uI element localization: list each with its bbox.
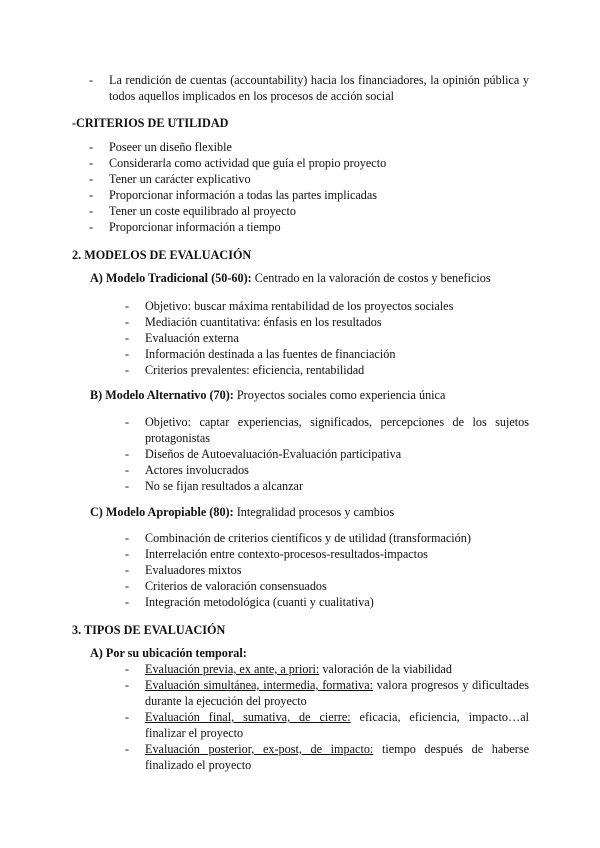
subheading-desc: Centrado en la valoración de costos y beneficios: [251, 271, 491, 285]
list-item: - Mediación cuantitativa: énfasis en los resultados: [145, 314, 529, 330]
term-underlined: Evaluación simultánea, intermedia, formativa:: [145, 678, 373, 692]
tipos-a-list: [145, 661, 529, 773]
term-underlined: Evaluación previa, ex ante, a priori:: [145, 662, 320, 676]
list-item: - Información destinada a las fuentes de financiación: [145, 346, 529, 362]
subheading-modelo-a: [90, 270, 491, 286]
subheading-label: C) Modelo Apropiable (80):: [90, 505, 234, 519]
list-item: - Considerarla como actividad que guía el propio proyecto: [109, 155, 529, 171]
section-heading-criterios: -CRITERIOS DE UTILIDAD: [72, 116, 229, 130]
modelo-c-list: [145, 530, 529, 610]
list-item: - Evaluadores mixtos: [145, 562, 529, 578]
subheading-label: A) Modelo Tradicional (50-60):: [90, 271, 252, 285]
subheading-tipos-a: [90, 645, 247, 661]
list-item: - Poseer un diseño flexible: [109, 139, 529, 155]
list-item: - Integración metodológica (cuanti y cualitativa): [145, 594, 529, 610]
subheading-label: B) Modelo Alternativo (70):: [90, 388, 234, 402]
list-item: - Objetivo: captar experiencias, significados, percepciones de los sujetos protagonistas: [145, 414, 529, 446]
list-item: - Tener un carácter explicativo: [109, 171, 529, 187]
term-desc: valoración de la viabilidad: [319, 662, 452, 676]
list-item: - Proporcionar información a tiempo: [109, 219, 529, 235]
list-item: - Diseños de Autoevaluación-Evaluación participativa: [145, 446, 529, 462]
list-item: - Criterios de valoración consensuados: [145, 578, 529, 594]
list-item: [145, 741, 529, 773]
criterios-list: [109, 139, 529, 235]
list-item: [145, 709, 529, 741]
list-item: - Combinación de criterios científicos y de utilidad (transformación): [145, 530, 529, 546]
list-item: - Actores involucrados: [145, 462, 529, 478]
list-item: - Interrelación entre contexto-procesos-resultados-impactos: [145, 546, 529, 562]
subheading-label: A) Por su ubicación temporal:: [90, 646, 247, 660]
list-item: - Evaluación externa: [145, 330, 529, 346]
list-item: - Criterios prevalentes: eficiencia, rentabilidad: [145, 362, 529, 378]
section-heading-tipos: 3. TIPOS DE EVALUACIÓN: [72, 623, 226, 637]
term-desc: eficacia, eficiencia, impacto…al finalizar el proyecto: [145, 710, 530, 740]
intro-list: [109, 72, 529, 104]
list-item: - Proporcionar información a todas las partes implicadas: [109, 187, 529, 203]
term-underlined: Evaluación final, sumativa, de cierre:: [145, 710, 351, 724]
term-underlined: Evaluación posterior, ex-post, de impacto:: [145, 742, 374, 756]
list-item: [145, 677, 529, 709]
subheading-modelo-c: [90, 504, 394, 520]
subheading-desc: Integralidad procesos y cambios: [233, 505, 395, 519]
term-desc: valora progresos y dificultades durante la ejecución del proyecto: [145, 678, 529, 708]
list-item: [145, 661, 529, 677]
list-item: - La rendición de cuentas (accountability) hacia los financiadores, la opinión pública y todos aquellos implicados en los procesos de acción social: [109, 72, 529, 104]
list-item: - Objetivo: buscar máxima rentabilidad de los proyectos sociales: [145, 298, 529, 314]
section-heading-modelos: 2. MODELOS DE EVALUACIÓN: [72, 248, 252, 262]
term-desc: tiempo después de haberse finalizado el proyecto: [145, 742, 529, 772]
list-item: - No se fijan resultados a alcanzar: [145, 478, 529, 494]
subheading-desc: Proyectos sociales como experiencia única: [233, 388, 446, 402]
modelo-a-list: [145, 298, 529, 378]
subheading-modelo-b: [90, 387, 445, 403]
modelo-b-list: [145, 414, 529, 494]
list-item: - Tener un coste equilibrado al proyecto: [109, 203, 529, 219]
